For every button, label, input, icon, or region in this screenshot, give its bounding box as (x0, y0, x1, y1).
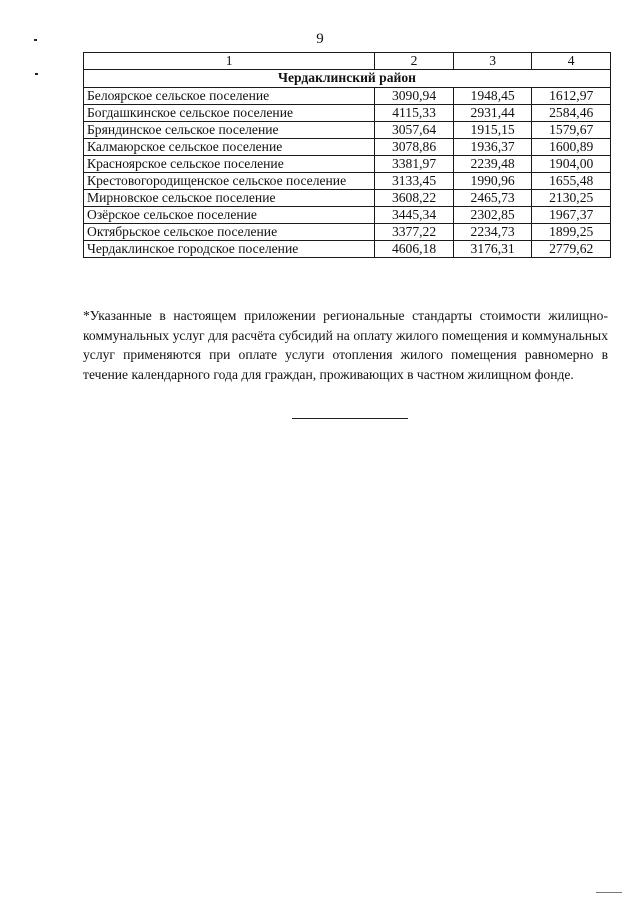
settlement-name: Октябрьское сельское поселение (84, 224, 375, 241)
value-col2: 3381,97 (375, 156, 454, 173)
column-header: 1 (84, 53, 375, 70)
settlement-name: Мирновское сельское поселение (84, 190, 375, 207)
value-col2: 4606,18 (375, 241, 454, 258)
footnote: *Указанные в настоящем приложении региональные стандарты стоимости жилищно-коммунальных услуг для расчёта субсидий на оплату жилого помещения и коммунальных услуг применяются при оплате услуги отопления жилого помещения равномерно в течение календарного года для граждан, проживающих в частном жилищном фонде. (83, 308, 608, 382)
value-col3: 1915,15 (453, 122, 532, 139)
value-col4: 1904,00 (532, 156, 611, 173)
value-col4: 1612,97 (532, 88, 611, 105)
value-col3: 1990,96 (453, 173, 532, 190)
settlement-name: Белоярское сельское поселение (84, 88, 375, 105)
end-separator-line (292, 418, 408, 419)
value-col2: 3078,86 (375, 139, 454, 156)
value-col2: 3377,22 (375, 224, 454, 241)
scan-edge-mark (596, 892, 622, 893)
page-number: 9 (316, 31, 324, 47)
value-col4: 1579,67 (532, 122, 611, 139)
table-row (84, 88, 611, 105)
value-col2: 3090,94 (375, 88, 454, 105)
table-row (84, 241, 611, 258)
value-col4: 1899,25 (532, 224, 611, 241)
column-number-row (84, 53, 611, 70)
value-col3: 1948,45 (453, 88, 532, 105)
value-col2: 3608,22 (375, 190, 454, 207)
housing-cost-standards-table (83, 52, 611, 258)
table-row (84, 105, 611, 122)
value-col3: 3176,31 (453, 241, 532, 258)
value-col4: 2779,62 (532, 241, 611, 258)
value-col2: 3057,64 (375, 122, 454, 139)
column-header: 2 (375, 53, 454, 70)
column-header: 4 (532, 53, 611, 70)
settlement-name: Богдашкинское сельское поселение (84, 105, 375, 122)
value-col3: 2302,85 (453, 207, 532, 224)
settlement-name: Озёрское сельское поселение (84, 207, 375, 224)
value-col3: 2465,73 (453, 190, 532, 207)
table-row (84, 224, 611, 241)
value-col2: 3133,45 (375, 173, 454, 190)
value-col3: 1936,37 (453, 139, 532, 156)
value-col3: 2239,48 (453, 156, 532, 173)
value-col4: 1600,89 (532, 139, 611, 156)
settlement-name: Калмаюрское сельское поселение (84, 139, 375, 156)
value-col2: 3445,34 (375, 207, 454, 224)
table-row (84, 173, 611, 190)
settlement-name: Крестовогородищенское сельское поселение (84, 173, 375, 190)
value-col3: 2931,44 (453, 105, 532, 122)
value-col4: 2130,25 (532, 190, 611, 207)
scan-mark (35, 73, 38, 75)
column-header: 3 (453, 53, 532, 70)
district-row (84, 70, 611, 88)
settlement-name: Красноярское сельское поселение (84, 156, 375, 173)
settlement-name: Бряндинское сельское поселение (84, 122, 375, 139)
district-title: Чердаклинский район (84, 70, 611, 88)
value-col4: 2584,46 (532, 105, 611, 122)
value-col4: 1655,48 (532, 173, 611, 190)
value-col2: 4115,33 (375, 105, 454, 122)
value-col3: 2234,73 (453, 224, 532, 241)
table-row (84, 139, 611, 156)
value-col4: 1967,37 (532, 207, 611, 224)
table-row (84, 122, 611, 139)
table-row (84, 156, 611, 173)
table-row (84, 207, 611, 224)
settlement-name: Чердаклинское городское поселение (84, 241, 375, 258)
table-row (84, 190, 611, 207)
